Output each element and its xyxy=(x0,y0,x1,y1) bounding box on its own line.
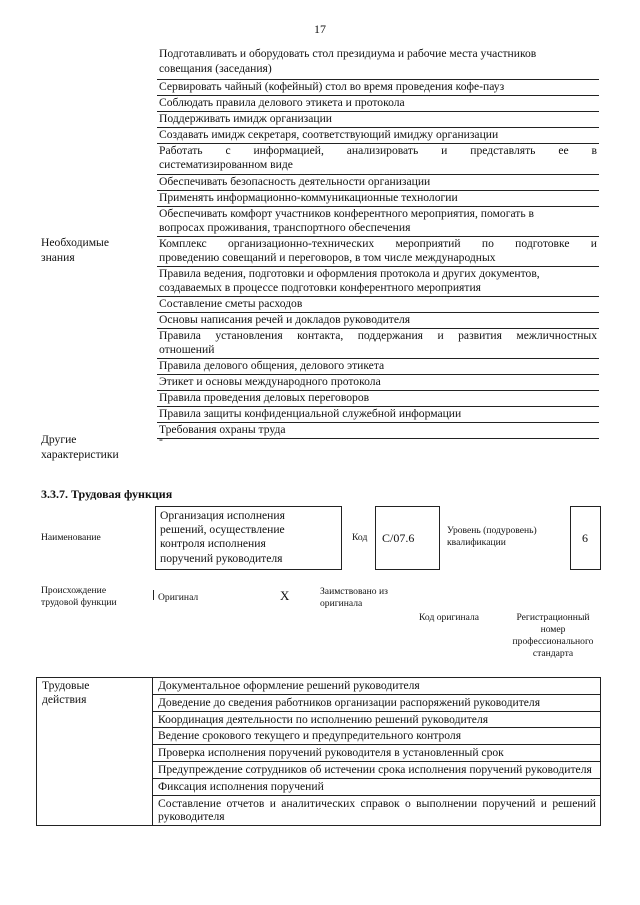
labor-actions-table xyxy=(36,677,601,826)
borrowed-label-line: Заимствовано из xyxy=(320,586,388,597)
level-box xyxy=(570,506,601,570)
qualification-level-label xyxy=(447,525,537,549)
list-line: Подготавливать и оборудовать стол президиума и рабочие места участников xyxy=(159,47,537,60)
list-line: совещания (заседания) xyxy=(159,62,272,75)
level-label-line: Уровень (подуровень) xyxy=(447,525,537,536)
code-value: С/07.6 xyxy=(382,531,415,545)
list-line: отношений xyxy=(159,343,215,356)
reg-label-line: Регистрационный xyxy=(516,612,590,623)
list-line: Требования охраны труда xyxy=(159,423,286,436)
other-characteristics-label xyxy=(41,433,151,462)
list-line: Основы написания речей и докладов руководителя xyxy=(159,313,411,326)
list-line: Этикет и основы международного протокола xyxy=(159,375,381,388)
origin-label-line: трудовой функции xyxy=(41,597,117,608)
list-line: Правила ведения, подготовки и оформления протокола и других документов, xyxy=(159,267,540,280)
knowledge-label-line: знания xyxy=(41,250,75,264)
knowledge-label xyxy=(41,236,151,265)
level-value: 6 xyxy=(582,531,588,545)
origin-label-line: Происхождение xyxy=(41,585,107,596)
list-line: Правила делового общения, делового этикета xyxy=(159,359,385,372)
reg-label-line: стандарта xyxy=(532,648,574,659)
section-title: 3.3.7. Трудовая функция xyxy=(41,487,173,501)
borrowed-label xyxy=(320,586,388,610)
list-line: Обеспечивать комфорт участников конферентного мероприятия, помогать в xyxy=(159,207,535,220)
reg-label-line: профессионального xyxy=(512,636,594,647)
labor-action-cell: Документальное оформление решений руководителя xyxy=(153,678,601,695)
code-label: Код xyxy=(352,532,368,543)
labor-action-cell: Доведение до сведения работников организации распоряжений руководителя xyxy=(153,694,601,711)
list-line: вопросах проживания, транспортного обеспечения xyxy=(159,221,411,234)
code-box xyxy=(375,506,440,570)
list-line: Соблюдать правила делового этикета и протокола xyxy=(159,96,405,109)
function-name-line: контроля исполнения xyxy=(160,537,266,551)
list-line: систематизированном виде xyxy=(159,158,293,171)
labor-actions-label xyxy=(37,678,153,826)
list-line: Работать с информацией, анализировать и представлять ее в xyxy=(159,144,597,157)
level-label-line: квалификации xyxy=(447,537,506,548)
list-line: Обеспечивать безопасность деятельности организации xyxy=(159,175,431,188)
name-label: Наименование xyxy=(41,532,101,543)
other-characteristics-value: - xyxy=(159,433,163,446)
labor-action-cell: Проверка исполнения поручений руководителя в установленный срок xyxy=(153,745,601,762)
other-label-line: Другие xyxy=(41,433,77,446)
borrowed-label-line: оригинала xyxy=(320,598,363,609)
registration-number-label xyxy=(503,612,603,660)
original-checkmark: X xyxy=(280,588,290,603)
function-name-box xyxy=(155,506,342,570)
actions-label-line: действия xyxy=(42,692,87,706)
list-line: Правила защиты конфиденциальной служебной информации xyxy=(159,407,462,420)
function-name-line: решений, осуществление xyxy=(160,523,285,537)
table-row xyxy=(37,678,601,695)
list-line: Правила установления контакта, поддержания и развития межличностных xyxy=(159,329,597,342)
labor-action-cell: Фиксация исполнения поручений xyxy=(153,778,601,795)
reg-label-line: номер xyxy=(540,624,566,635)
list-line: Составление сметы расходов xyxy=(159,297,303,310)
function-name-line: Организация исполнения xyxy=(160,509,285,522)
actions-label-line: Трудовые xyxy=(42,679,90,692)
list-line: проведению совещаний и переговоров, в том числе международных xyxy=(159,251,496,264)
labor-action-cell: Координация деятельности по исполнению решений руководителя xyxy=(153,711,601,728)
list-line: Комплекс организационно-технических мероприятий по подготовке и xyxy=(159,237,597,250)
list-line: Создавать имидж секретаря, соответствующий имиджу организации xyxy=(159,128,499,141)
knowledge-label-line: Необходимые xyxy=(41,236,109,249)
list-line: Применять информационно-коммуникационные технологии xyxy=(159,191,458,204)
labor-action-cell: Предупреждение сотрудников об истечении срока исполнения поручений руководителя xyxy=(153,761,601,778)
list-line: Правила проведения деловых переговоров xyxy=(159,391,370,404)
list-line: Сервировать чайный (кофейный) стол во время проведения кофе-пауз xyxy=(159,80,505,93)
page-number: 17 xyxy=(314,22,326,36)
original-label: Оригинал xyxy=(158,592,199,603)
origin-divider xyxy=(153,590,154,600)
code-original-label: Код оригинала xyxy=(419,612,480,623)
origin-label xyxy=(41,585,117,609)
function-name-line: поручений руководителя xyxy=(160,551,283,565)
labor-action-cell: Ведение срокового текущего и предупредительного контроля xyxy=(153,728,601,745)
list-line: создаваемых в процессе подготовки конферентного мероприятия xyxy=(159,281,481,294)
row-divider xyxy=(157,438,599,439)
labor-action-cell: Составление отчетов и аналитических справок о выполнении поручений и решений руководителя xyxy=(153,795,601,826)
other-label-line: характеристики xyxy=(41,447,119,461)
list-line: Поддерживать имидж организации xyxy=(159,112,333,125)
